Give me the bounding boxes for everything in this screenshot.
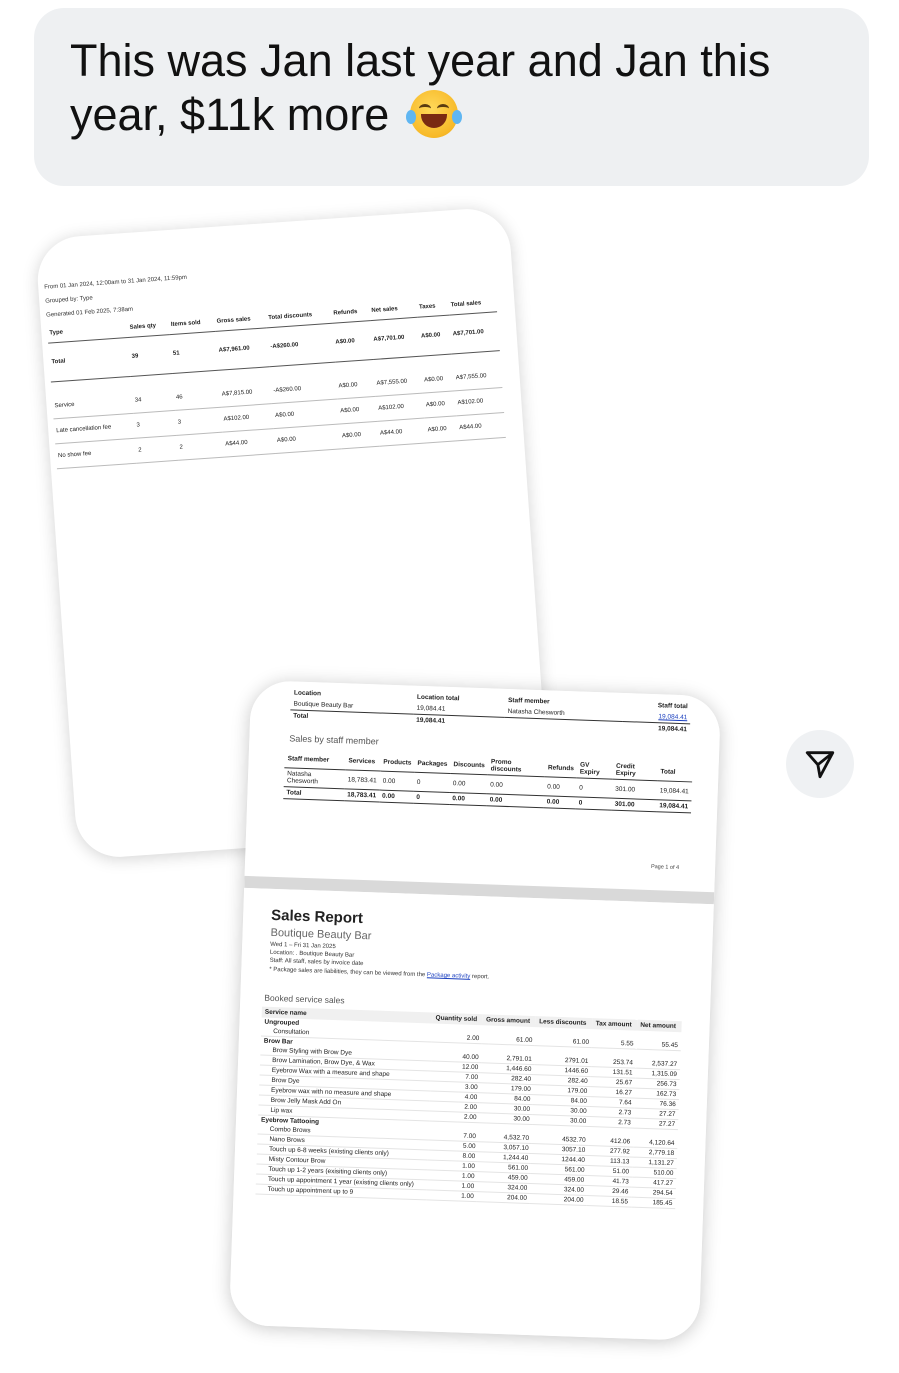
col: Packages — [417, 759, 448, 768]
total-discounts: -A$260.00 — [267, 323, 335, 366]
service-name: Brow Lamination, Brow Dye, & Wax — [260, 1055, 431, 1071]
staff-name: Natasha Chesworth — [507, 707, 565, 717]
cell: A$102.00 — [221, 404, 274, 433]
location-total-value: 19,084.41 — [416, 716, 446, 725]
service-net: 2,779.18 — [633, 1147, 678, 1159]
col-quantity: Quantity sold — [432, 1013, 483, 1026]
cell: A$7,815.00 — [219, 379, 272, 407]
message-text: This was Jan last year and Jan this year, $11k more — [70, 35, 771, 140]
service-name: Eyebrow Wax with a measure and shape — [260, 1065, 431, 1081]
total-items-sold: 51 — [170, 331, 218, 373]
cell: 0 — [579, 784, 583, 792]
service-less: 324.00 — [530, 1184, 587, 1196]
service-gross: 561.00 — [478, 1162, 531, 1174]
cell: 0 — [578, 799, 583, 807]
service-gross: 1,446.60 — [481, 1063, 534, 1075]
report-2025-image[interactable] — [229, 680, 721, 1341]
service-net: 162.73 — [635, 1088, 680, 1100]
cell: 18,783.41 — [347, 791, 377, 800]
service-gross: 3,057.10 — [478, 1142, 531, 1154]
service-net: 27.27 — [634, 1118, 679, 1130]
cell: 19,084.41 — [659, 786, 689, 795]
cell: 301.00 — [615, 785, 636, 793]
col: Promo discounts — [490, 758, 522, 774]
col-less-discounts: Less discounts — [536, 1016, 593, 1029]
cell: 3 — [175, 407, 223, 435]
page-number: Page 1 of 4 — [650, 864, 680, 872]
col: Refunds — [547, 763, 574, 772]
cell: A$0.00 — [336, 372, 376, 399]
report-title: Sales Report — [270, 906, 364, 928]
service-group-label: Eyebrow Tattooing — [260, 1116, 320, 1126]
service-net: 417.27 — [632, 1177, 677, 1189]
service-less: 282.40 — [534, 1075, 591, 1087]
report-staff: Staff: All staff, sales by invoice date — [269, 957, 364, 968]
staff-total-link[interactable]: 19,084.41 — [658, 713, 688, 722]
total-sales: A$7,701.00 — [449, 312, 499, 354]
face-with-tears-of-joy-icon — [410, 90, 458, 138]
col: Staff member — [287, 754, 330, 764]
col-total-sales: Total sales — [448, 295, 497, 315]
service-less: 1446.60 — [534, 1065, 591, 1077]
col-net-sales: Net sales — [369, 301, 418, 321]
service-net: 1,131.27 — [632, 1157, 677, 1169]
service-tax: 2.73 — [589, 1117, 634, 1129]
package-activity-link[interactable]: Package activity — [426, 972, 471, 980]
service-net: 2,537.27 — [636, 1059, 681, 1070]
col-staff-member: Staff member — [507, 696, 550, 706]
col: Total — [660, 767, 676, 776]
cell: 3 — [134, 410, 177, 438]
service-tax: 113.13 — [588, 1156, 633, 1168]
total-gross: A$7,961.00 — [215, 328, 269, 371]
service-name: Brow Dye — [259, 1075, 430, 1091]
service-less: 1244.40 — [531, 1154, 588, 1166]
service-less: 179.00 — [534, 1085, 591, 1097]
cell: 0 — [416, 778, 421, 786]
report-page-1 — [245, 680, 722, 892]
service-name: Brow Styling with Brow Dye — [260, 1046, 431, 1061]
cell: 0.00 — [452, 779, 466, 788]
report-grouping: Grouped by: Type — [45, 295, 93, 305]
service-qty: 12.00 — [431, 1061, 482, 1073]
service-gross: 459.00 — [477, 1172, 530, 1184]
cell: A$0.00 — [272, 399, 339, 428]
cell: A$7,555.00 — [453, 363, 502, 391]
service-tax: 5.55 — [592, 1038, 637, 1049]
cell: 0.00 — [489, 796, 503, 804]
col-gross-sales: Gross sales — [214, 311, 267, 331]
col-taxes: Taxes — [417, 299, 450, 318]
cell: 0.00 — [546, 798, 560, 806]
cell: Natasha Chesworth — [286, 770, 319, 786]
service-qty: 2.00 — [429, 1101, 480, 1113]
service-gross: 1,244.40 — [478, 1152, 531, 1164]
service-qty: 1.00 — [427, 1160, 478, 1172]
service-qty: 1.00 — [426, 1190, 477, 1202]
service-tax: 29.46 — [587, 1186, 632, 1198]
service-name: Touch up appointment 1 year (existing clients only) — [256, 1174, 427, 1190]
cell: 0.00 — [381, 792, 395, 801]
cell: No show fee — [55, 438, 137, 469]
service-qty: 1.00 — [427, 1170, 478, 1182]
service-group-label: Brow Bar — [263, 1037, 293, 1046]
service-qty: 7.00 — [428, 1130, 479, 1141]
service-tax: 2.73 — [589, 1107, 634, 1119]
total-taxes: A$0.00 — [418, 315, 452, 356]
service-gross: 4,532.70 — [479, 1132, 532, 1143]
service-tax: 25.67 — [590, 1077, 635, 1089]
service-less: 204.00 — [530, 1194, 587, 1206]
cell: A$0.00 — [423, 391, 456, 418]
service-group-label: Ungrouped — [264, 1018, 300, 1027]
location-total-label: Total — [293, 712, 309, 720]
service-name: Consultation — [261, 1027, 432, 1042]
service-qty: 40.00 — [431, 1052, 482, 1063]
service-net: 510.00 — [632, 1167, 677, 1179]
service-less: 4532.70 — [532, 1134, 589, 1145]
col-location: Location — [293, 689, 322, 698]
col-total-discounts: Total discounts — [266, 307, 332, 328]
staff-total-value: 19,084.41 — [657, 725, 688, 734]
service-gross: 84.00 — [480, 1093, 533, 1105]
total-label: Total — [48, 338, 131, 383]
report-note — [269, 967, 489, 981]
total-net: A$7,701.00 — [370, 317, 420, 359]
service-less: 61.00 — [535, 1036, 592, 1047]
service-rows — [255, 1018, 681, 1209]
col-gross: Gross amount — [483, 1014, 536, 1027]
service-tax: 277.92 — [588, 1146, 633, 1158]
col-staff-total: Staff total — [657, 702, 688, 711]
service-less: 30.00 — [533, 1105, 590, 1117]
staff-sales-heading: Sales by staff member — [289, 733, 379, 747]
service-name: Brow Jelly Mask Add On — [259, 1095, 430, 1111]
service-net: 1,315.09 — [635, 1068, 680, 1080]
service-qty: 2.00 — [429, 1111, 480, 1123]
col: Services — [348, 756, 376, 765]
service-qty: 1.00 — [427, 1180, 478, 1192]
service-net: 294.54 — [631, 1187, 676, 1199]
cell: A$0.00 — [337, 396, 377, 424]
service-name: Touch up 1-2 years (exisiting clients only) — [256, 1164, 427, 1180]
service-gross: 204.00 — [477, 1192, 530, 1204]
col: Discounts — [453, 760, 485, 769]
service-gross: 324.00 — [477, 1182, 530, 1194]
cell: 0 — [416, 793, 421, 801]
service-name: Nano Brows — [257, 1134, 428, 1150]
cell: A$0.00 — [421, 366, 454, 393]
service-less: 84.00 — [533, 1095, 590, 1107]
note-end: report. — [471, 973, 490, 981]
service-less: 561.00 — [531, 1164, 588, 1176]
service-tax: 7.64 — [590, 1097, 635, 1109]
report-generated: Generated 01 Feb 2025, 7:38am — [46, 306, 134, 319]
report-page-2 — [229, 888, 714, 1341]
cell: A$102.00 — [455, 388, 504, 416]
cell: A$0.00 — [339, 421, 379, 449]
col-net: Net amount — [637, 1020, 682, 1033]
cell: 34 — [132, 386, 175, 413]
service-net: 55.45 — [636, 1040, 681, 1051]
cell: A$0.00 — [425, 416, 458, 443]
service-qty: 3.00 — [430, 1081, 481, 1093]
service-tax: 253.74 — [591, 1057, 636, 1068]
cell: 0.00 — [547, 782, 560, 791]
col: GV Expiry — [579, 761, 600, 777]
location-table — [290, 687, 691, 735]
cell: 0.00 — [490, 780, 503, 789]
service-sales-table — [255, 1007, 681, 1210]
total-sales-qty: 39 — [128, 335, 172, 377]
send-button[interactable] — [786, 730, 854, 798]
service-tax: 412.06 — [588, 1136, 633, 1147]
service-tax: 51.00 — [587, 1166, 632, 1178]
business-name: Boutique Beauty Bar — [270, 926, 372, 943]
cell: 18,783.41 — [347, 775, 377, 784]
service-name: Eyebrow wax with no measure and shape — [259, 1085, 430, 1101]
service-net: 76.36 — [634, 1098, 679, 1110]
cell: A$7,555.00 — [374, 369, 423, 397]
cell: Total — [286, 789, 302, 797]
col-sales-qty: Sales qty — [127, 318, 169, 337]
service-net: 27.27 — [634, 1108, 679, 1120]
message-text-container — [70, 34, 850, 142]
cell: Late cancellation fee — [53, 413, 135, 444]
cell: A$44.00 — [377, 418, 426, 446]
service-net: 4,120.64 — [633, 1138, 678, 1149]
cell: Service — [52, 389, 134, 419]
service-less: 459.00 — [530, 1174, 587, 1186]
col-refunds: Refunds — [331, 304, 370, 323]
report-2024-table — [47, 295, 506, 469]
report-period: Wed 1 – Fri 31 Jan 2025 — [270, 941, 336, 951]
cell: A$0.00 — [274, 424, 341, 453]
service-qty: 5.00 — [428, 1140, 479, 1152]
cell: 0.00 — [382, 777, 396, 785]
service-less: 3057.10 — [532, 1144, 589, 1156]
col-location-total: Location total — [416, 693, 460, 703]
service-name: Lip wax — [258, 1105, 429, 1121]
location-name: Boutique Beauty Bar — [293, 700, 354, 710]
col-service-name: Service name — [262, 1007, 433, 1024]
cell: 2 — [177, 432, 225, 460]
booked-service-heading: Booked service sales — [264, 992, 345, 1006]
cell: 301.00 — [614, 800, 635, 809]
service-gross: 61.00 — [482, 1034, 535, 1045]
service-tax: 16.27 — [590, 1087, 635, 1099]
cell: 2 — [135, 435, 178, 463]
staff-sales-table — [283, 749, 692, 813]
service-name: Combo Brows — [258, 1124, 429, 1139]
cell: 19,084.41 — [659, 802, 689, 811]
service-gross: 179.00 — [480, 1083, 533, 1095]
col: Credit Expiry — [615, 762, 636, 778]
cell: A$44.00 — [456, 412, 505, 440]
service-net: 256.73 — [635, 1078, 680, 1090]
service-gross: 30.00 — [480, 1103, 533, 1115]
report-location: Location: . Boutique Beauty Bar — [269, 949, 355, 959]
service-name: Touch up 6-8 weeks (existing clients only) — [257, 1144, 428, 1160]
cell: 0.00 — [452, 795, 466, 803]
service-qty: 4.00 — [430, 1091, 481, 1103]
col-tax: Tax amount — [593, 1018, 638, 1031]
service-less: 30.00 — [533, 1115, 590, 1127]
service-qty: 2.00 — [432, 1033, 483, 1044]
cell: -A$260.00 — [271, 375, 338, 404]
col: Products — [383, 758, 412, 767]
total-refunds: A$0.00 — [332, 321, 373, 363]
paper-plane-icon — [803, 747, 837, 781]
service-qty: 7.00 — [430, 1071, 481, 1083]
cell: 46 — [173, 383, 220, 411]
service-tax: 18.55 — [586, 1196, 631, 1208]
service-tax: 131.51 — [591, 1067, 636, 1079]
service-less: 2791.01 — [535, 1055, 592, 1066]
col-type: Type — [47, 321, 128, 343]
note-text: * Package sales are liabilities, they can be viewed from the — [269, 966, 426, 979]
service-name: Misty Contour Brow — [257, 1154, 428, 1170]
cell: A$44.00 — [222, 429, 275, 458]
service-gross: 2,791.01 — [482, 1053, 535, 1064]
location-total: 19,084.41 — [416, 704, 446, 713]
service-qty: 8.00 — [428, 1150, 479, 1162]
report-range: From 01 Jan 2024, 12:00am to 31 Jan 2024, 11:59pm — [44, 274, 188, 291]
cell: A$102.00 — [375, 393, 424, 421]
service-gross: 30.00 — [479, 1113, 532, 1125]
service-gross: 282.40 — [481, 1073, 534, 1085]
service-tax: 41.73 — [587, 1176, 632, 1188]
col-items-sold: Items sold — [168, 315, 215, 335]
service-net: 185.45 — [631, 1197, 676, 1209]
service-name: Touch up appointment up to 9 — [255, 1184, 426, 1200]
